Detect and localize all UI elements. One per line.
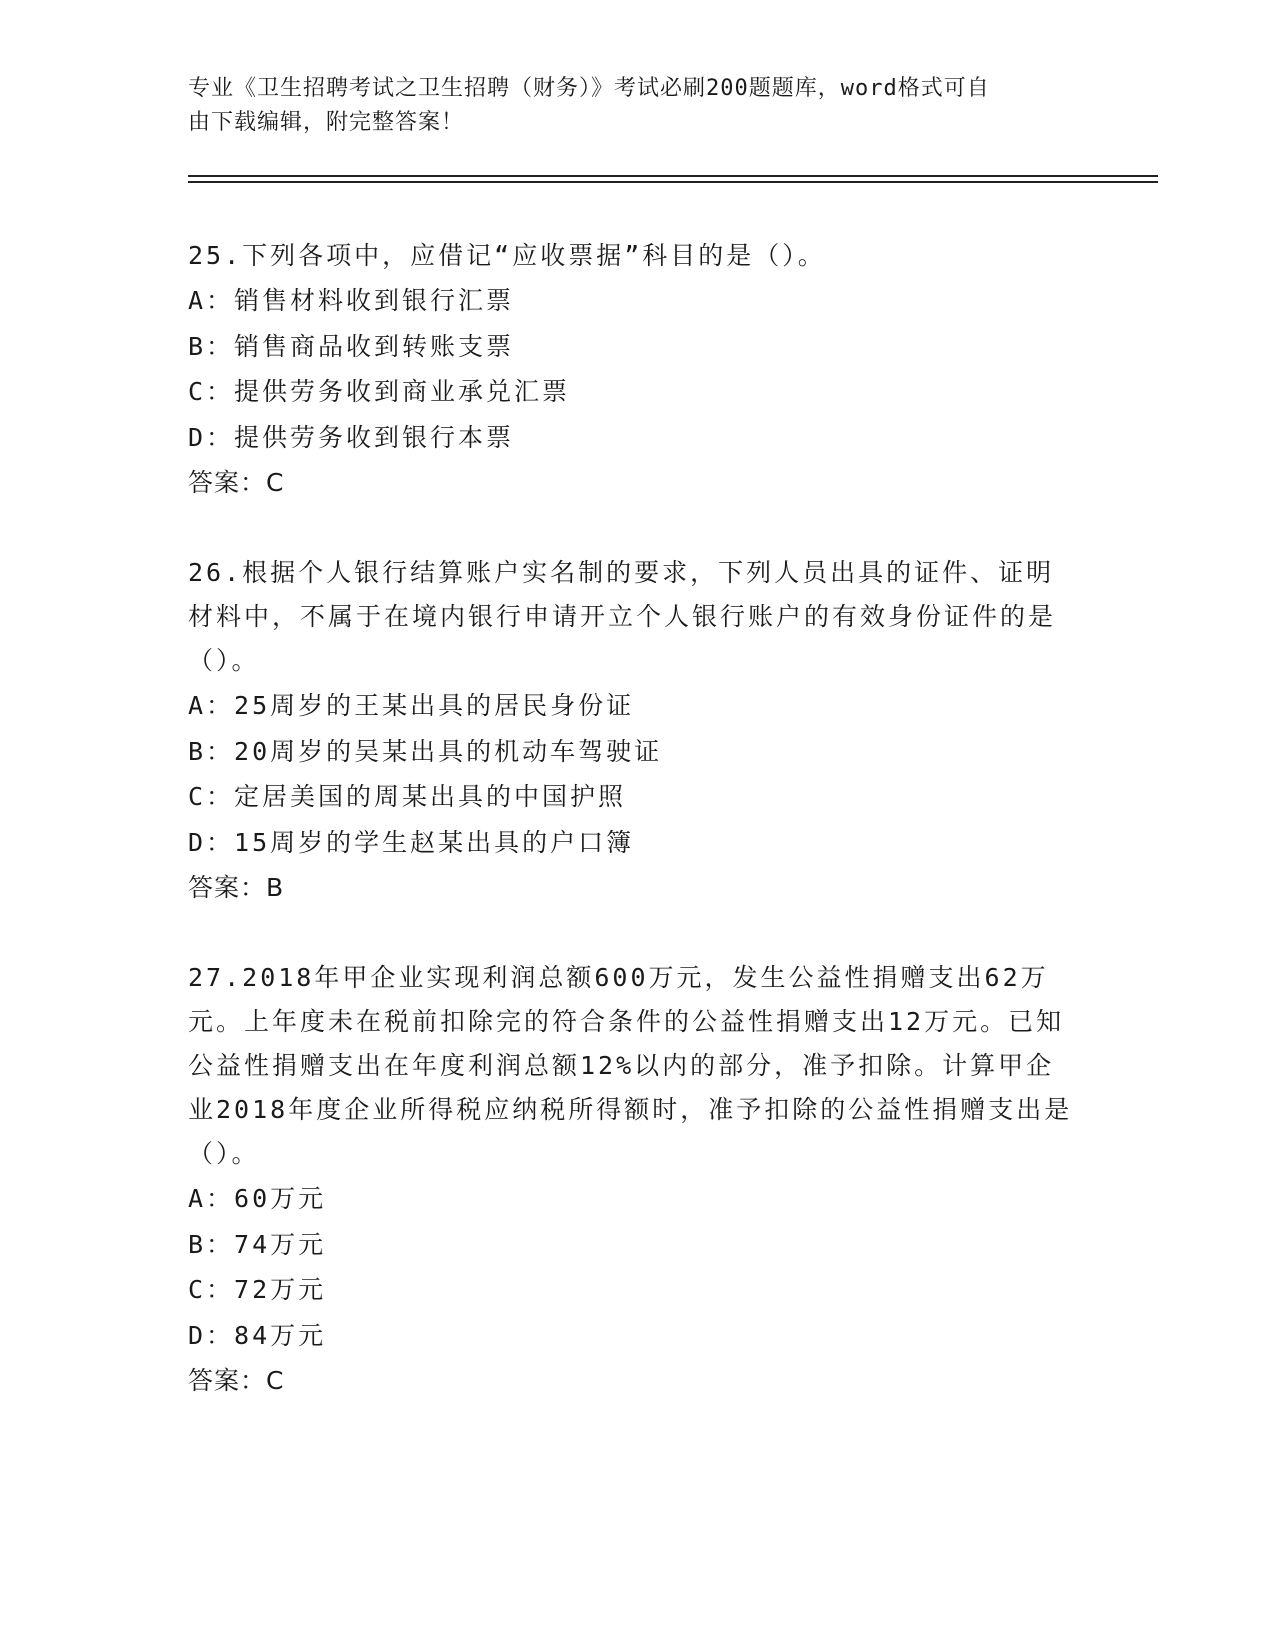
option-a: A：销售材料收到银行汇票	[188, 286, 515, 315]
question-26	[188, 551, 1078, 910]
option-b: B：销售商品收到转账支票	[188, 331, 515, 361]
option-b: B：20周岁的吴某出具的机动车驾驶证	[188, 736, 663, 766]
option-d: D：提供劳务收到银行本票	[188, 422, 515, 452]
question-25	[188, 234, 1078, 505]
answer-label: 答案：C	[188, 468, 285, 497]
option-c: C：72万元	[188, 1275, 327, 1304]
answer-label: 答案：C	[188, 1366, 285, 1395]
option-c: C：提供劳务收到商业承兑汇票	[188, 377, 571, 406]
option-c: C：定居美国的周某出具的中国护照	[188, 782, 627, 811]
option-a: A：60万元	[188, 1184, 327, 1213]
document-header	[188, 72, 1088, 140]
header-divider-top	[188, 175, 1158, 177]
question-27	[188, 956, 1078, 1403]
answer-label: 答案：B	[188, 873, 285, 902]
question-stem: 26.根据个人银行结算账户实名制的要求，下列人员出具的证件、证明材料中，不属于在境内银行申请开立个人银行账户的有效身份证件的是（）。	[188, 558, 1057, 675]
header-line-2: 由下载编辑，附完整答案！	[188, 110, 465, 135]
question-stem: 27.2018年甲企业实现利润总额600万元，发生公益性捐赠支出62万元。上年度未在税前扣除完的符合条件的公益性捐赠支出12万元。已知公益性捐赠支出在年度利润总额12%以内的部分，准予扣除。计算甲企业2018年度企业所得税应纳税所得额时，准予扣除的公益性捐赠支出是（）。	[188, 963, 1073, 1168]
question-list	[188, 234, 1078, 1449]
option-d: D：84万元	[188, 1320, 327, 1350]
option-b: B：74万元	[188, 1229, 327, 1259]
option-d: D：15周岁的学生赵某出具的户口簿	[188, 827, 635, 857]
header-line-1: 专业《卫生招聘考试之卫生招聘（财务）》考试必刷200题题库，word格式可自	[188, 76, 990, 101]
question-stem: 25.下列各项中，应借记“应收票据”科目的是（）。	[188, 241, 826, 270]
header-divider-bottom	[188, 181, 1158, 183]
option-a: A：25周岁的王某出具的居民身份证	[188, 691, 635, 720]
